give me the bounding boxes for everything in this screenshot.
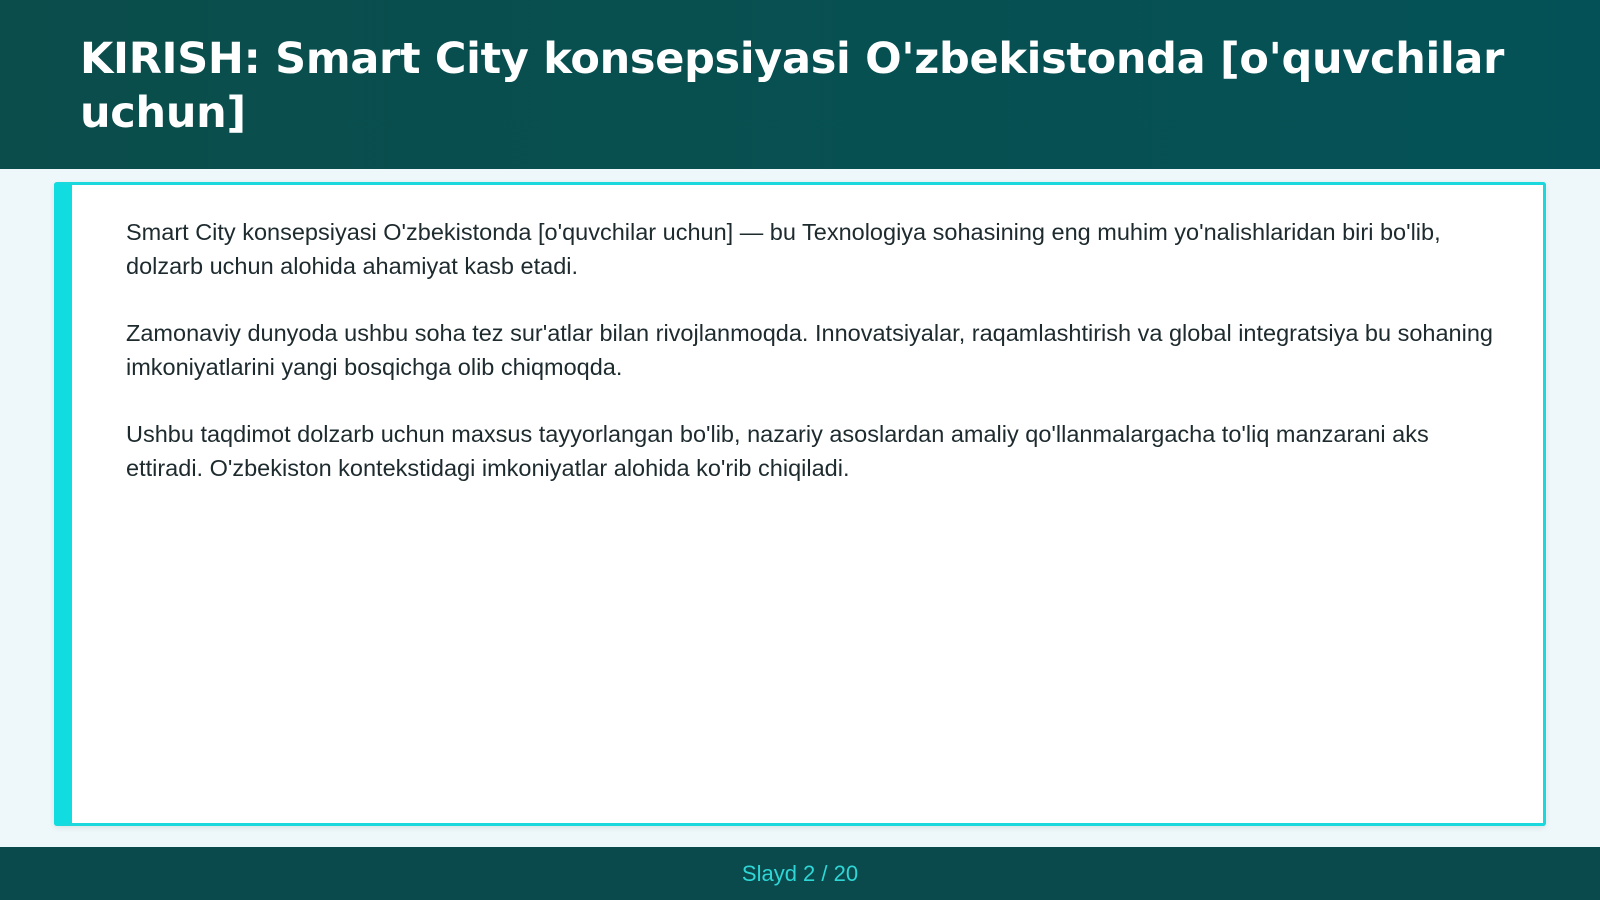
content-body [126, 215, 1506, 518]
slide-counter: Slayd 2 / 20 [741, 860, 859, 886]
paragraph-presentation: Ushbu taqdimot dolzarb uchun maxsus tayyorlangan bo'lib, nazariy asoslardan amaliy qo'llanmalargacha to'liq manzarani aks ettiradi. O'zbekiston kontekstidagi imkoniyatlar alohida ko'rib chiqiladi. [126, 421, 1429, 481]
paragraph-modern-world: Zamonaviy dunyoda ushbu soha tez sur'atlar bilan rivojlanmoqda. Innovatsiyalar, raqamlashtirish va global integratsiya bu sohaning imkoniyatlarini yangi bosqichga olib chiqmoqda. [126, 320, 1493, 380]
slide-footer [0, 847, 1600, 900]
content-card [54, 182, 1546, 826]
slide-title: KIRISH: Smart City konsepsiyasi O'zbekistonda [o'quvchilar uchun] [80, 34, 1505, 138]
slide-header [0, 0, 1600, 169]
paragraph-intro: Smart City konsepsiyasi O'zbekistonda [o'quvchilar uchun] — bu Texnologiya sohasining eng muhim yo'nalishlaridan biri bo'lib, dolzarb uchun alohida ahamiyat kasb etadi. [126, 219, 1441, 279]
